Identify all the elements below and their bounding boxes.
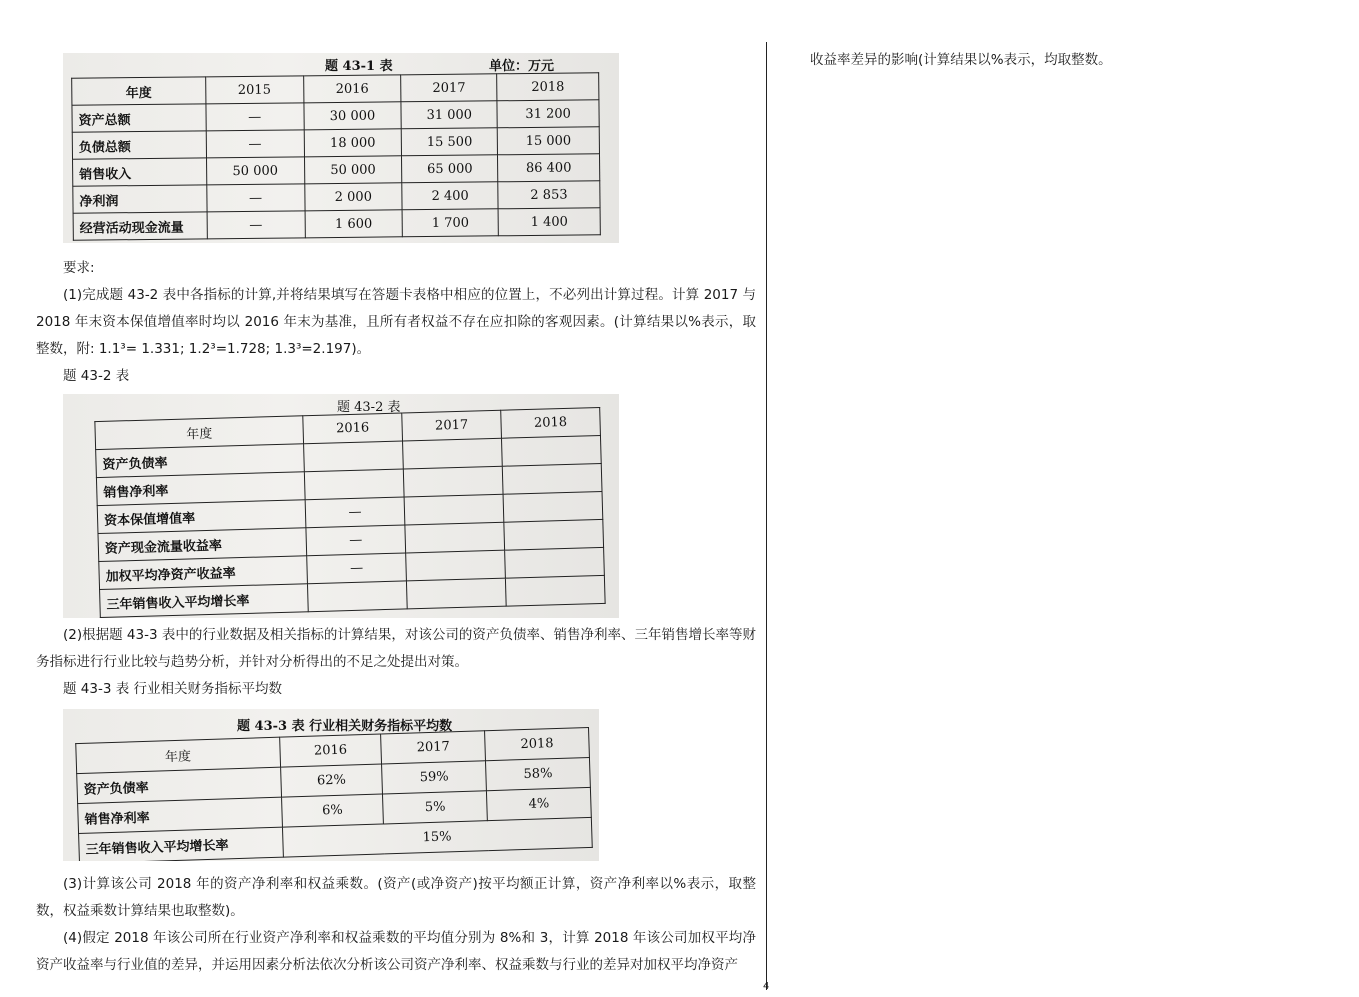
table-cell xyxy=(505,547,605,578)
table-cell: 30 000 xyxy=(303,102,401,130)
row-label: 三年销售收入平均增长率 xyxy=(79,827,283,861)
row-label: 资产总额 xyxy=(72,104,206,132)
table-cell: 15% xyxy=(282,817,592,857)
table-cell xyxy=(405,522,505,553)
table-43-1-title: 题 43-1 表 xyxy=(325,59,393,74)
table-43-3-photo xyxy=(63,709,599,861)
table-cell: — xyxy=(206,103,304,131)
table-cell xyxy=(304,469,404,500)
table-cell: 86 400 xyxy=(498,154,600,182)
table-cell xyxy=(404,494,504,525)
table-43-2-photo xyxy=(63,394,619,618)
table-header-cell: 2016 xyxy=(303,75,401,103)
table-43-1 xyxy=(71,72,601,241)
table-cell: 62% xyxy=(280,764,383,797)
table-cell: 50 000 xyxy=(206,157,304,185)
row-label: 三年销售收入平均增长率 xyxy=(100,584,309,618)
table-header-cell: 2016 xyxy=(303,413,403,444)
table-cell: 2 400 xyxy=(402,182,498,210)
row-label: 负债总额 xyxy=(72,131,206,159)
table-cell xyxy=(406,550,506,581)
table-cell: — xyxy=(306,525,406,556)
table-cell xyxy=(502,463,602,494)
table-cell: 6% xyxy=(281,794,384,827)
row-label: 资产现金流量收益率 xyxy=(98,528,307,562)
table-cell xyxy=(503,491,603,522)
table-cell: 65 000 xyxy=(402,155,498,183)
table-cell: 1 700 xyxy=(402,209,498,237)
row-label: 销售净利率 xyxy=(78,797,282,833)
table-header-cell: 年度 xyxy=(76,737,280,773)
row-label: 净利润 xyxy=(73,185,207,213)
requirements-label: 要求: xyxy=(63,260,95,276)
right-column xyxy=(810,48,1330,72)
table-cell: 31 000 xyxy=(401,101,497,129)
row-label: 销售收入 xyxy=(73,158,207,186)
table-header-cell: 2018 xyxy=(497,73,599,101)
table-cell: 4% xyxy=(487,787,592,820)
table-cell: 2 000 xyxy=(304,183,402,211)
table-43-2-title: 题 43-2 表 xyxy=(337,400,401,415)
table-cell: — xyxy=(206,130,304,158)
table-header-cell: 年度 xyxy=(95,416,304,450)
table-cell xyxy=(501,435,601,466)
table-cell: 1 400 xyxy=(498,208,600,236)
row-label: 经营活动现金流量 xyxy=(73,212,207,240)
table-header-cell: 2017 xyxy=(401,74,497,102)
table-cell: 1 600 xyxy=(305,210,403,238)
table-43-2-label: 题 43-2 表 xyxy=(63,368,130,384)
left-column xyxy=(36,40,756,979)
table-43-3 xyxy=(75,727,593,861)
page-number: 4 xyxy=(763,981,770,992)
question-4-text: (4)假定 2018 年该公司所在行业资产净利率和权益乘数的平均值分别为 8%和 3，计算 2018 年该公司加权平均净资产收益率与行业值的差异，并运用因素分析法依次分析该公司资产净利率、权益乘数与行业的差异对加权平均净资产 xyxy=(36,930,756,973)
row-label: 加权平均净资产收益率 xyxy=(99,556,308,590)
row-label: 资产负债率 xyxy=(96,444,305,478)
table-header-cell: 2018 xyxy=(485,727,590,760)
table-43-1-photo xyxy=(63,53,619,243)
table-cell xyxy=(504,519,604,550)
table-cell: — xyxy=(206,184,304,212)
table-cell: 58% xyxy=(486,757,591,790)
table-43-2 xyxy=(94,407,605,618)
table-cell: 2 853 xyxy=(498,181,600,209)
table-cell: 15 500 xyxy=(402,128,498,156)
table-cell: — xyxy=(207,211,305,239)
table-header-cell: 2017 xyxy=(381,731,486,764)
table-cell: 18 000 xyxy=(304,129,402,157)
table-cell: 5% xyxy=(383,791,488,824)
table-43-3-title: 题 43-3 表 行业相关财务指标平均数 xyxy=(237,719,453,734)
question-4-continued: 收益率差异的影响(计算结果以%表示，均取整数。 xyxy=(810,52,1112,68)
table-cell: — xyxy=(305,497,405,528)
table-cell: 59% xyxy=(382,761,487,794)
table-header-cell: 2016 xyxy=(279,734,382,767)
table-cell xyxy=(505,575,605,606)
table-header-cell: 年度 xyxy=(72,77,206,105)
table-cell xyxy=(304,441,404,472)
table-cell xyxy=(403,466,503,497)
table-cell: 15 000 xyxy=(497,127,599,155)
row-label: 销售净利率 xyxy=(96,472,305,506)
table-row xyxy=(73,208,600,241)
table-cell: 50 000 xyxy=(304,156,402,184)
table-header-cell: 2015 xyxy=(205,76,303,104)
table-header-cell: 2018 xyxy=(501,407,601,438)
row-label: 资本保值增值率 xyxy=(97,500,306,534)
table-cell: — xyxy=(307,553,407,584)
question-2-text: (2)根据题 43-3 表中的行业数据及相关指标的计算结果，对该公司的资产负债率、销售净利率、三年销售增长率等财务指标进行行业比较与趋势分析，并针对分析得出的不足之处提出对策。 xyxy=(36,627,756,670)
column-divider xyxy=(766,42,767,990)
table-cell xyxy=(308,581,408,612)
table-header-cell: 2017 xyxy=(402,410,502,441)
table-cell xyxy=(403,438,503,469)
table-43-3-label: 题 43-3 表 行业相关财务指标平均数 xyxy=(63,681,283,697)
table-cell xyxy=(406,578,506,609)
table-43-1-unit: 单位：万元 xyxy=(489,59,555,74)
row-label: 资产负债率 xyxy=(77,767,281,803)
question-3-text: (3)计算该公司 2018 年的资产净利率和权益乘数。(资产(或净资产)按平均额正计算，资产净利率以%表示，取整数，权益乘数计算结果也取整数)。 xyxy=(36,876,756,919)
question-1-text: (1)完成题 43-2 表中各指标的计算,并将结果填写在答题卡表格中相应的位置上，不必列出计算过程。计算 2017 与 2018 年末资本保值增值率时均以 2016 年末为基准，且所有者权益不存在应扣除的客观因素。(计算结果以%表示，取整数，附: 1.1³= 1.331; 1.2³=1.728; 1.3³=2.197)。 xyxy=(36,287,756,357)
table-cell: 31 200 xyxy=(497,100,599,128)
